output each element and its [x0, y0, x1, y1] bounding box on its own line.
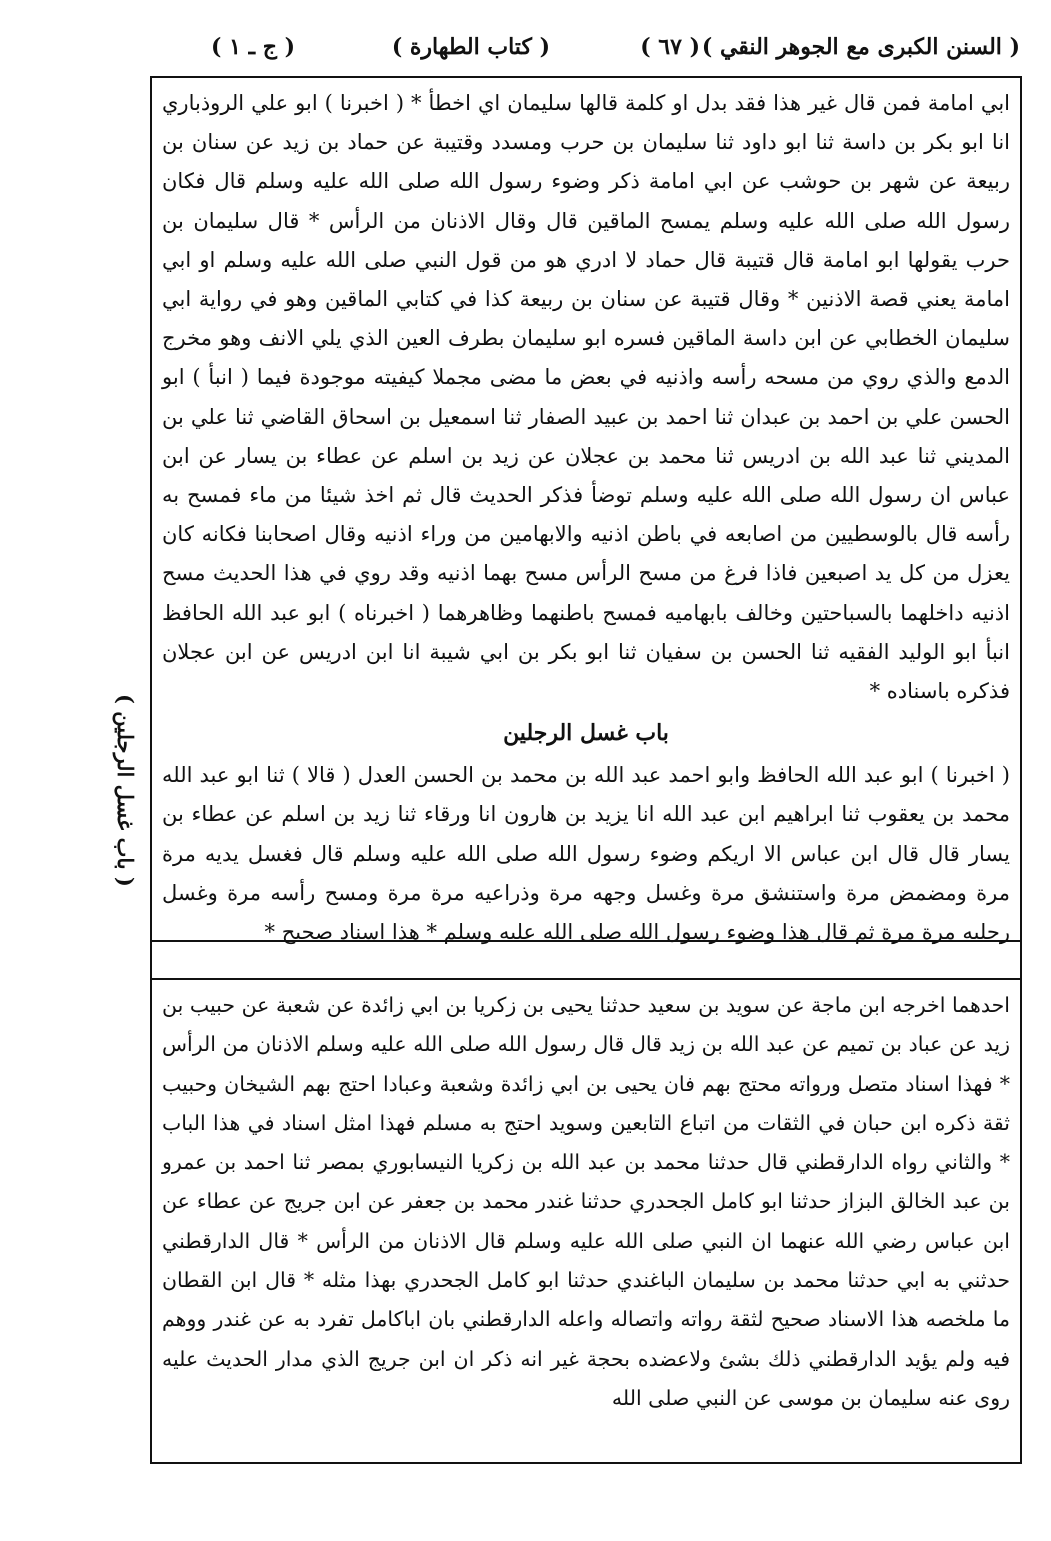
main-paragraph-2: ( اخبرنا ) ابو عبد الله الحافظ وابو احمد عبد الله بن محمد بن الحسن العدل ( قالا ) ثنا ابو عبد الله محمد بن يعقوب ثنا ابراهيم ابن عبد الله انا يزيد بن هارون انا ورقاء ثنا زيد بن اسلم عن عطاء بن يسار قال قال ابن عباس الا اريكم وضوء رسول الله صلى الله عليه وسلم قال فغسل يديه مرة مرة ومضمض مرة واستنشق مرة وغسل وجهه مرة وذراعيه مرة مرة ومسح رأسه مرة وغسل رجليه مرة مرة ثم قال هذا وضوء رسول الله صلى الله عليه وسلم * هذا اسناد صحيح *: [162, 763, 1010, 945]
footnote-section: [162, 986, 1010, 1418]
chapter-heading: باب غسل الرجلين: [503, 720, 669, 747]
header-page-number: ( ٦٧ ): [640, 34, 700, 60]
side-chapter-title: ( باب غسل الرجلين ): [113, 693, 138, 887]
main-paragraph-1: ابي امامة فمن قال غير هذا فقد بدل او كلمة قالها سليمان اي اخطأ * ( اخبرنا ) ابو علي الروذباري انا ابو بكر بن داسة ثنا ابو داود ثنا سليمان بن حرب ومسدد وقتيبة عن حماد بن زيد عن سنان بن ربيعة عن شهر بن حوشب عن ابي امامة ذكر وضوء رسول الله صلى الله عليه وسلم قال فكان رسول الله صلى الله عليه وسلم يمسح الماقين قال وقال الاذنان من الرأس * قال سليمان بن حرب يقولها ابو امامة قال قتيبة قال حماد لا ادري هو من قول النبي صلى الله عليه وسلم او ابي امامة يعني قصة الاذنين * وقال قتيبة عن سنان بن ربيعة كذا في كتابي الماقين وهو في رواية ابي سليمان الخطابي عن ابن داسة الماقين فسره ابو سليمان بطرف العين الذي يلي الانف وهو مخرج الدمع والذي روي من مسحه رأسه واذنيه في بعض ما مضى مجملا كيفيته موجودة فيما ( انبأ ) ابو الحسن علي بن احمد بن عبدان ثنا احمد بن عبيد الصفار ثنا اسمعيل بن اسحاق القاضي ثنا علي بن المديني ثنا عبد الله بن ادريس ثنا محمد بن عجلان عن زيد بن اسلم عن عطاء بن يسار عن ابن عباس ان رسول الله صلى الله عليه وسلم توضأ فذكر الحديث قال ثم اخذ شيئا من ماء فمسح به رأسه قال بالوسطيين من اصابعه في باطن اذنيه والابهامين من وراء اذنيه وقال اصحابنا فكانه كان يعزل من كل يد اصبعين فاذا فرغ من مسح الرأس مسح بهما اذنيه وقد روي في هذا الحديث مسح اذنيه داخلهما بالسباحتين وخالف بابهاميه فمسح باطنهما وظاهرهما ( اخبرناه ) ابو عبد الله الحافظ انبأ ابو الوليد الفقيه ثنا الحسن بن سفيان ثنا ابو بكر بن ابي شيبة انا ابن ادريس عن ابن عجلان فذكره باسناده *: [162, 91, 1010, 704]
divider-top: [150, 940, 1022, 942]
divider-bottom: [150, 978, 1022, 980]
header-book-title: ( السنن الكبرى مع الجوهر النقي ): [701, 34, 1020, 60]
header-chapter: ( كتاب الطهارة ): [391, 34, 550, 60]
header-volume: ( ج ـ ١ ): [211, 34, 295, 60]
footnote-text: احدهما اخرجه ابن ماجة عن سويد بن سعيد حدثنا يحيى بن زكريا بن ابي زائدة عن شعبة عن حبيب بن زيد عن عباد بن تميم عن عبد الله بن زيد قال قال رسول الله صلى الله عليه وسلم الاذنان من الرأس * فهذا اسناد متصل ورواته محتج بهم فان يحيى بن ابي زائدة وشعبة وعبادا احتج بهم الشيخان وحبيب ثقة ذكره ابن حبان في الثقات من اتباع التابعين وسويد احتج به مسلم فهذا امثل اسناد في هذا الباب * والثاني رواه الدارقطني قال حدثنا محمد بن عبد الله بن زكريا النيسابوري بمصر ثنا احمد بن عمرو بن عبد الخالق البزاز حدثنا ابو كامل الجحدري حدثنا غندر محمد بن جعفر عن ابن جريج عن عطاء عن ابن عباس رضي الله عنهما ان النبي صلى الله عليه وسلم قال الاذنان من الرأس * قال الدارقطني حدثني به ابي حدثنا محمد بن سليمان الباغندي حدثنا ابو كامل الجحدري بهذا مثله * قال ابن القطان ما ملخصه هذا الاسناد صحيح لثقة رواته واتصاله واعله الدارقطني بان اباكامل تفرد به عن غندر ووهم فيه ولم يؤيد الدارقطني ذلك بشئ ولاعضده بحجة غير انه ذكر ان ابن جريج الذي مدار الحديث عليه روى عنه سليمان بن موسى عن النبي صلى الله: [162, 993, 1010, 1410]
running-header: [150, 30, 1020, 70]
main-text: [162, 84, 1010, 952]
